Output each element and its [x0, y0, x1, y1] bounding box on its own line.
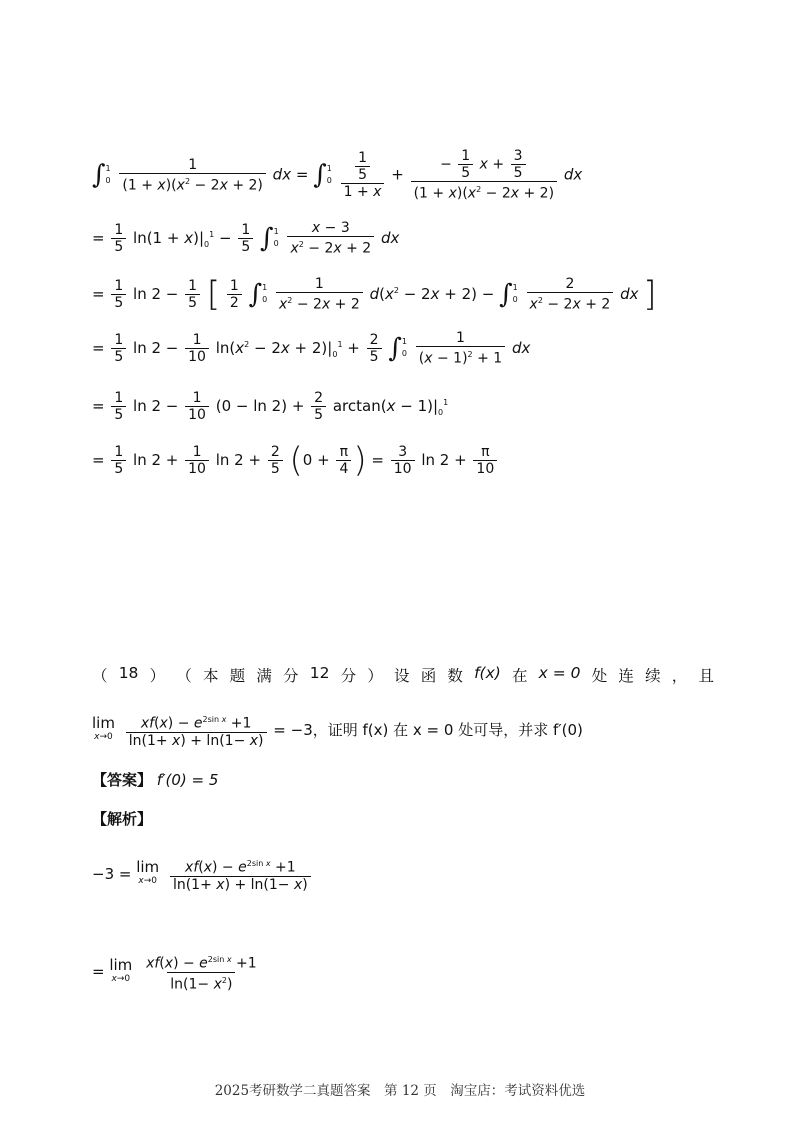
q-part: 设	[394, 667, 410, 685]
q-part: （	[92, 667, 108, 685]
page-footer: 2025考研数学二真题答案 第 12 页 淘宝店：考试资料优选	[214, 1083, 586, 1099]
q-part: （	[176, 667, 192, 685]
analysis-label: 【解析】	[92, 810, 153, 828]
q-part: 函	[420, 667, 437, 685]
question-18-tail: = −3，证明 f(x) 在 x = 0 处可导，并求 f′(0)	[273, 720, 583, 739]
q-part: 满	[256, 667, 272, 685]
analysis-line-2: = lim x→0 $\frac{xf(x) - e^{2sin x} +1}{\ln(1- x^2)}$	[92, 955, 257, 993]
answer-value: f′(0) = 5	[156, 771, 219, 789]
q-part: 在	[511, 667, 528, 685]
solution-line-2: = $\frac{1}{5}$ $\ln(1 + x)|_0^1$ − $\frac{1}{5}$ ∫ 1 0 $\frac{x - 3}{x^2 - 2x + 2}$ dx	[92, 220, 400, 257]
q-part: 本	[202, 667, 219, 685]
q-part: 18	[118, 664, 139, 682]
q-part: 数	[447, 667, 463, 685]
q-part: 连	[618, 667, 634, 685]
q-part: ，	[671, 667, 688, 685]
solution-line-4: = $\frac{1}{5}$ ln 2 − $\frac{1}{10}$ $\ln(x^2 - 2x + 2)|_0^1$ + $\frac{2}{5}$ ∫ 1 0 $\frac{1}{(x - 1)^2 + 1}$ dx	[92, 330, 531, 367]
q-part: ）	[367, 667, 383, 685]
q-part: f(x)	[474, 664, 501, 682]
q-part: 题	[229, 667, 246, 685]
analysis-line-1: −3 = lim x→0 $\frac{xf(x) - e^{2sin x} +1}{\ln(1+ x) + \ln(1- x)}$	[92, 856, 313, 893]
q-part: x = 0	[538, 664, 581, 682]
q-part: 续	[645, 667, 661, 685]
question-18-line-2: lim x→0 $\frac{xf(x) - e^{2sin x} +1}{\ln(1+ x) + \ln(1- x)}$ = −3，证明 f(x) 在 x = 0 处可导，并求 f′(0)	[92, 714, 583, 749]
q-part: ）	[149, 667, 166, 685]
answer-line	[92, 770, 218, 790]
solution-line-3: = $\frac{1}{5}$ ln 2 − $\frac{1}{5}$ [ $\frac{1}{2}$ ∫ 1 0 $\frac{1}{x^2 - 2x + 2}$ $d(x^2 - 2x + 2)$ − ∫ 1 0 $\frac{2}{x^2 - 2x + 2}$ dx ]	[92, 274, 657, 315]
q-part: 12	[309, 664, 330, 682]
answer-label: 【答案】	[92, 771, 153, 789]
question-18-line-1	[92, 664, 714, 686]
q-part: 处	[591, 667, 608, 685]
q-part: 且	[698, 667, 714, 685]
q-part: 分	[340, 667, 357, 685]
q-part: 分	[283, 667, 299, 685]
solution-line-5: = $\frac{1}{5}$ ln 2 − $\frac{1}{10}$ (0 − ln 2) + $\frac{2}{5}$ $\arctan(x - 1)|_0^1$	[92, 390, 449, 423]
solution-line-6: = $\frac{1}{5}$ ln 2 + $\frac{1}{10}$ ln 2 + $\frac{2}{5}$ (0 + $\frac{\pi}{4}$ ) = $\frac{3}{10}$ ln 2 + $\frac{\pi}{10}$	[92, 444, 499, 477]
solution-line-1: ∫ 1 0 $\frac{1}{(1 + x)(x^2 - 2x + 2)}$ dx = ∫ 1 0 $\frac{\frac{1}{5}}{1 + x}$ + − $\frac{1}{5}$ x + $\frac{3}{5}$ $(1 + x)(x^2 - 2x + 2)$ dx	[92, 148, 583, 202]
